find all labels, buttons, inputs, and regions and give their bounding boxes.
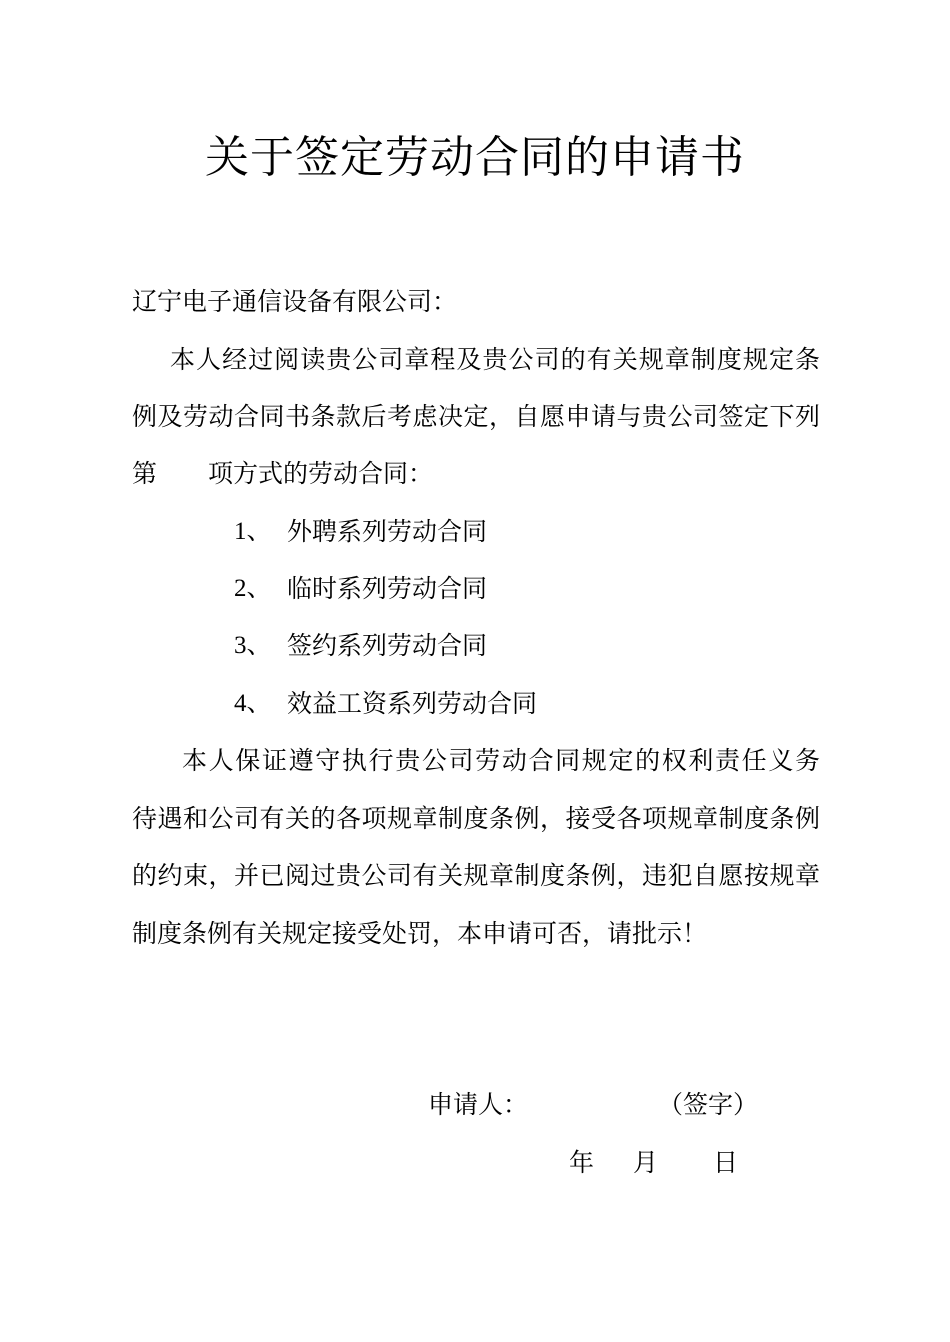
date-year-label: 年	[569, 1148, 595, 1177]
paragraph-2-line-3: 的约束，并已阅过贵公司有关规章制度条例，违犯自愿按规章	[132, 861, 820, 890]
paragraph-1-line-2: 例及劳动合同书条款后考虑决定，自愿申请与贵公司签定下列	[132, 402, 820, 431]
paragraph-2-line-4: 制度条例有关规定接受处罚，本申请可否，请批示！	[132, 919, 708, 948]
paragraph-1-line-3-suffix: 项方式的劳动合同：	[208, 459, 434, 488]
paragraph-1-line-1: 本人经过阅读贵公司章程及贵公司的有关规章制度规定条	[170, 345, 820, 374]
date-month-label: 月	[633, 1148, 659, 1177]
date-day-label: 日	[713, 1148, 739, 1177]
document-title: 关于签定劳动合同的申请书	[205, 132, 745, 183]
paragraph-2-line-2: 待遇和公司有关的各项规章制度条例，接受各项规章制度条例	[132, 804, 820, 833]
salutation: 辽宁电子通信设备有限公司：	[132, 287, 458, 316]
sign-note: （签字）	[658, 1090, 759, 1119]
option-number: 2、	[234, 575, 272, 602]
option-text: 签约系列劳动合同	[287, 631, 488, 660]
option-number: 4、	[234, 690, 272, 717]
option-number: 1、	[234, 518, 272, 545]
option-text: 外聘系列劳动合同	[287, 517, 488, 546]
option-text: 效益工资系列劳动合同	[287, 689, 538, 718]
paragraph-2-line-1: 本人保证遵守执行贵公司劳动合同规定的权利责任义务	[182, 746, 820, 775]
applicant-label: 申请人：	[428, 1090, 529, 1119]
option-text: 临时系列劳动合同	[287, 574, 488, 603]
option-number: 3、	[234, 632, 272, 659]
paragraph-1-line-3-prefix: 第	[132, 459, 158, 488]
